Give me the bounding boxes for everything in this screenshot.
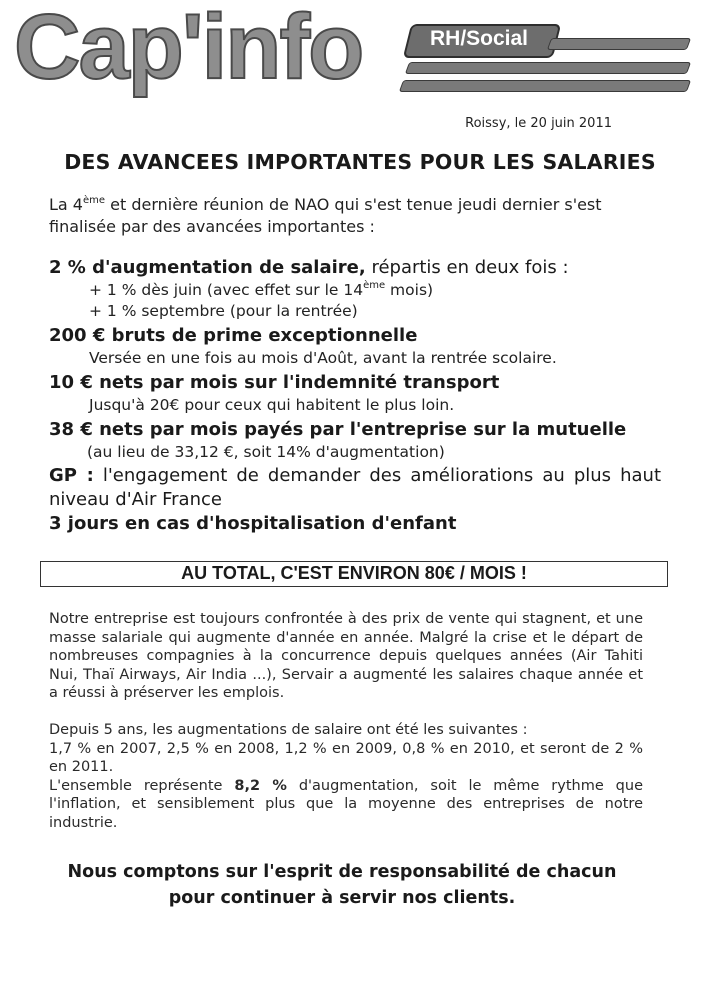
paragraph-history [49,721,643,832]
document-date: Roissy, le 20 juin 2011 [465,116,612,131]
point-hospital [49,512,661,536]
point-prime [49,324,661,348]
history-line3 [49,777,643,833]
point-salary-rest: répartis en deux fois : [365,257,569,278]
point-mutuelle-sub: (au lieu de 33,12 €, soit 14% d'augmentation) [87,443,445,461]
capinfo-logo: Cap'info [14,0,363,98]
history-line3-b: d'augmentation, soit le même rythme que l'inflation, et sensiblement plus que la moyenne des entreprises de notre industrie. [49,777,643,831]
point-salary-sub2: + 1 % septembre (pour la rentrée) [89,302,358,320]
intro-text-a: La 4 [49,195,83,214]
history-line2: 1,7 % en 2007, 2,5 % en 2008, 1,2 % en 2009, 0,8 % en 2010, et seront de 2 % en 2011. [49,740,643,775]
point-transport-sub: Jusqu'à 20€ pour ceux qui habitent le plus loin. [89,396,455,414]
closing-line1: Nous comptons sur l'esprit de responsabilité de chacun [67,862,617,882]
ribbon-stripe-1 [547,38,691,50]
point-salary [49,256,661,280]
total-banner: AU TOTAL, C'EST ENVIRON 80€ / MOIS ! [40,561,668,587]
section-badge-label: RH/Social [429,27,529,50]
history-line3-bold: 8,2 % [234,777,287,794]
closing-message [0,859,684,911]
point-transport-bold: 10 € nets par mois sur l'indemnité transport [49,372,500,393]
point-gp [49,464,661,512]
point-mutuelle-bold: 38 € nets par mois payés par l'entreprise sur la mutuelle [49,419,627,440]
ribbon-stripe-2 [405,62,691,74]
point-prime-sub: Versée en une fois au mois d'Août, avant la rentrée scolaire. [89,349,557,367]
sub1-text-a: + 1 % dès juin (avec effet sur le 14 [89,281,364,299]
history-line1: Depuis 5 ans, les augmentations de salaire ont été les suivantes : [49,722,528,738]
sub1-text-b: mois) [385,281,434,299]
point-mutuelle [49,418,661,442]
point-hospital-bold: 3 jours en cas d'hospitalisation d'enfant [49,513,457,534]
benefits-list [49,256,661,536]
section-ribbon [399,24,699,96]
intro-paragraph [49,194,661,238]
ribbon-stripe-3 [399,80,691,92]
point-gp-label: GP : [49,465,94,486]
intro-sup: ème [82,194,106,206]
point-gp-text: l'engagement de demander des améliorations au plus haut niveau d'Air France [49,465,662,510]
masthead [14,0,714,106]
point-prime-bold: 200 € bruts de prime exceptionnelle [49,325,418,346]
intro-text-b: et dernière réunion de NAO qui s'est tenue jeudi dernier s'est finalisée par des avancées importantes : [49,195,602,236]
history-line3-a: L'ensemble représente [49,777,235,794]
point-transport [49,371,661,395]
paragraph-context: Notre entreprise est toujours confrontée à des prix de vente qui stagnent, et une masse salariale qui augmente d'année en année. Malgré la crise et le départ de nombreuses compagnies à la concurrence depuis quelques années (Air Tahiti Nui, Thaï Airways, Air India ...), Servair a augmenté les salaires chaque année et a réussi à préserver les emplois. [49,611,643,701]
sub1-sup: ème [363,279,386,291]
page-title: DES AVANCEES IMPORTANTES POUR LES SALARIES [64,150,656,174]
closing-line2: pour continuer à servir nos clients. [168,888,516,908]
point-salary-bold: 2 % d'augmentation de salaire, [49,257,366,278]
point-salary-sub1 [49,280,661,301]
